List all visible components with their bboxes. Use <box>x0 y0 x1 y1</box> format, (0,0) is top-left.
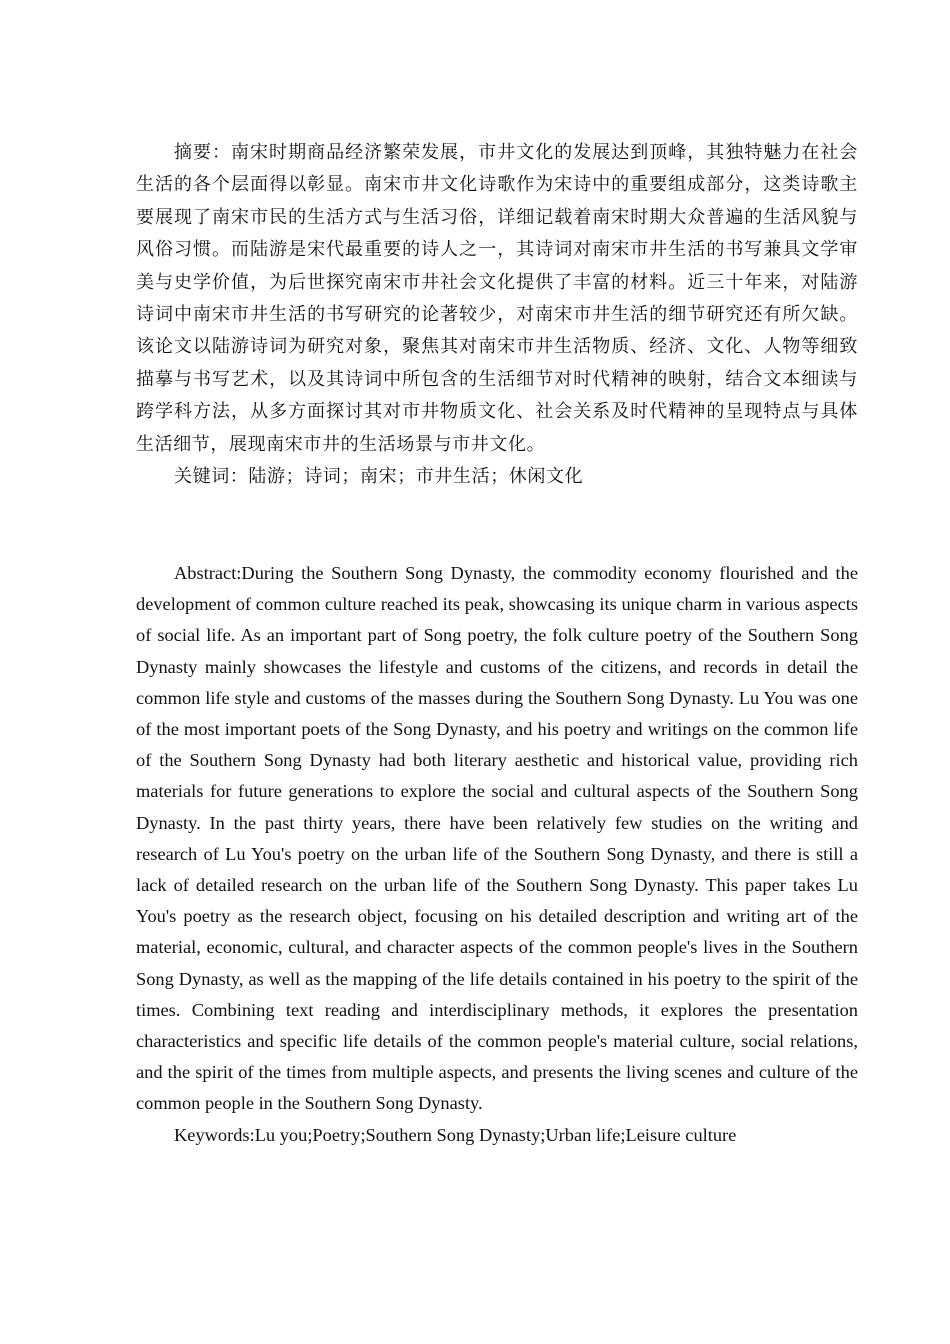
chinese-abstract-paragraph: 摘要：南宋时期商品经济繁荣发展，市井文化的发展达到顶峰，其独特魅力在社会生活的各个层面得以彰显。南宋市井文化诗歌作为宋诗中的重要组成部分，这类诗歌主要展现了南宋市民的生活方式与生活习俗，详细记载着南宋时期大众普遍的生活风貌与风俗习惯。而陆游是宋代最重要的诗人之一，其诗词对南宋市井生活的书写兼具文学审美与史学价值，为后世探究南宋市井社会文化提供了丰富的材料。近三十年来，对陆游诗词中南宋市井生活的书写研究的论著较少，对南宋市井生活的细节研究还有所欠缺。该论文以陆游诗词为研究对象，聚焦其对南宋市井生活物质、经济、文化、人物等细致描摹与书写艺术，以及其诗词中所包含的生活细节对时代精神的映射，结合文本细读与跨学科方法，从多方面探讨其对市井物质文化、社会关系及时代精神的呈现特点与具体生活细节，展现南宋市井的生活场景与市井文化。 <box>136 142 858 455</box>
chinese-abstract-section <box>136 137 858 493</box>
english-keywords: Keywords:Lu you;Poetry;Southern Song Dynasty;Urban life;Leisure culture <box>174 1124 737 1145</box>
chinese-keywords: 关键词：陆游；诗词；南宋；市井生活；休闲文化 <box>174 466 584 488</box>
english-abstract-paragraph: Abstract:During the Southern Song Dynasty, the commodity economy flourished and the development of common culture reached its peak, showcasing its unique charm in various aspects of social life. As an important part of Song poetry, the folk culture poetry of the Southern Song Dynasty mainly showcases the lifestyle and customs of the citizens, and records in detail the common life style and customs of the masses during the Southern Song Dynasty. Lu You was one of the most important poets of the Song Dynasty, and his poetry and writings on the common life of the Southern Song Dynasty had both literary aesthetic and historical value, providing rich materials for future generations to explore the social and cultural aspects of the Southern Song Dynasty. In the past thirty years, there have been relatively few studies on the writing and research of Lu You's poetry on the urban life of the Southern Song Dynasty, and there is still a lack of detailed research on the urban life of the Southern Song Dynasty. This paper takes Lu You's poetry as the research object, focusing on his detailed description and writing art of the material, economic, cultural, and character aspects of the common people's lives in the Southern Song Dynasty, as well as the mapping of the life details contained in his poetry to the spirit of the times. Combining text reading and interdisciplinary methods, it explores the presentation characteristics and specific life details of the common people's material culture, social relations, and the spirit of the times from multiple aspects, and presents the living scenes and culture of the common people in the Southern Song Dynasty. <box>136 563 858 1114</box>
english-abstract-section <box>136 558 858 1151</box>
